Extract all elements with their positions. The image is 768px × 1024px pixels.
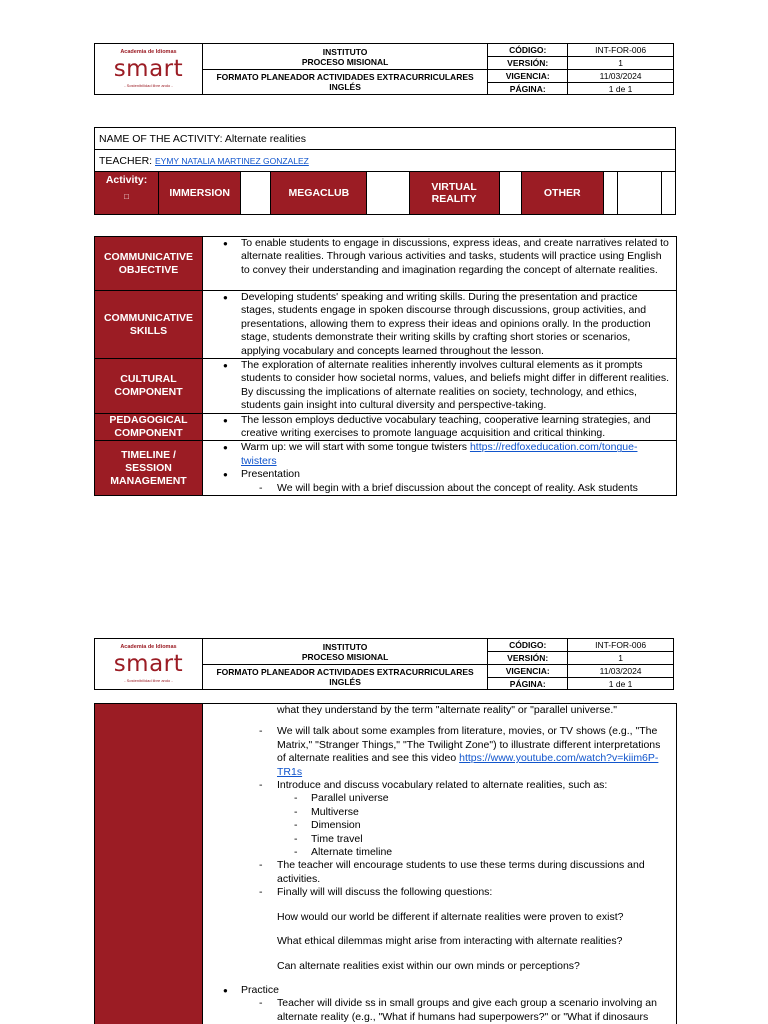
option-virtual-reality: VIRTUAL REALITY	[409, 172, 499, 215]
institute-cell: INSTITUTO PROCESO MISIONAL	[202, 639, 487, 665]
timeline-label: TIMELINE / SESSION MANAGEMENT	[95, 441, 203, 496]
smart-logo: Academia de Idiomas smart - Sostenibilidad libre ando -	[113, 644, 184, 683]
option-immersion: IMMERSION	[159, 172, 241, 215]
activity-label-cell: Activity: □	[95, 172, 159, 215]
pedagogical-component-cell: ● The lesson employs deductive vocabulary teaching, cooperative learning strategies, and creative writing exercises to promote language acquisition and critical thinking.	[203, 413, 677, 441]
teacher-row: TEACHER: EYMY NATALIA MARTINEZ GONZALEZ	[95, 150, 676, 172]
logo-cell	[95, 44, 203, 95]
checkbox-megaclub[interactable]	[367, 172, 409, 215]
option-megaclub: MEGACLUB	[271, 172, 367, 215]
checkbox-icon[interactable]: □	[124, 192, 129, 201]
checkbox-other[interactable]	[603, 172, 617, 215]
checkbox-virtual-reality[interactable]	[499, 172, 521, 215]
communicative-skills-label: COMMUNICATIVE SKILLS	[95, 291, 203, 359]
smart-logo: Academia de Idiomas smart - Sostenibilidad libre ando -	[113, 49, 184, 88]
lesson-plan-table-page-2	[94, 703, 677, 1024]
empty-cell	[661, 172, 675, 215]
empty-cell	[617, 172, 661, 215]
institute-cell: INSTITUTO PROCESO MISIONAL	[202, 44, 487, 70]
tongue-twisters-link[interactable]: https://redfoxeducation.com/tongue-twisters	[241, 441, 638, 467]
logo-cell	[95, 639, 203, 690]
activity-name: NAME OF THE ACTIVITY: Alternate realities	[95, 128, 676, 150]
lesson-plan-table	[94, 236, 677, 496]
option-other: OTHER	[521, 172, 603, 215]
form-title: FORMATO PLANEADOR ACTIVIDADES EXTRACURRICULARES INGLÉS	[202, 665, 487, 690]
document-header-page-2: Academia de Idiomas smart - Sostenibilidad libre ando - INSTITUTO PROCESO MISIONAL CÓDIGO: INT-FOR-006 VERSIÓN: 1 FORMATO PLANEADOR ACTIVIDADES EXTRACURRICULARES INGLÉS VIGENCIA: 11/03/2024 PÁGINA: 1 de 1	[94, 638, 674, 690]
video-link[interactable]: https://www.youtube.com/watch?v=kiim6P-TR1s	[277, 752, 659, 778]
pedagogical-component-label: PEDAGOGICAL COMPONENT	[95, 413, 203, 441]
timeline-cell: ● Warm up: we will start with some tongue twisters https://redfoxeducation.com/tongue-twisters ● Presentation - We will begin with a brief discussion about the concept of reality. Ask students	[203, 441, 677, 496]
timeline-continued-label	[95, 704, 203, 1024]
form-title: FORMATO PLANEADOR ACTIVIDADES EXTRACURRICULARES INGLÉS	[202, 70, 487, 95]
cultural-component-label: CULTURAL COMPONENT	[95, 359, 203, 414]
teacher-name-link[interactable]: EYMY NATALIA MARTINEZ GONZALEZ	[155, 155, 309, 166]
checkbox-immersion[interactable]	[241, 172, 271, 215]
communicative-skills-cell: ● Developing students' speaking and writing skills. During the presentation and practice stages, students engage in spoken discourse through discussions, group activities, and presentations, allowing them to express their ideas and opinions orally. In the production stage, students demonstrate their writing skills by crafting short stories or scenarios, applying vocabulary and concepts learned throughout the lesson.	[203, 291, 677, 359]
communicative-objective-label: COMMUNICATIVE OBJECTIVE	[95, 237, 203, 291]
document-header: Academia de Idiomas smart - Sostenibilidad libre ando - INSTITUTO PROCESO MISIONAL CÓDIGO: INT-FOR-006 VERSIÓN: 1 FORMATO PLANEADOR ACTIVIDADES EXTRACURRICULARES INGLÉS VIGENCIA: 11/03/2024 PÁGINA: 1 de 1	[94, 43, 674, 95]
communicative-objective-cell: ● To enable students to engage in discussions, express ideas, and create narratives related to alternate realities. Through various activities and tasks, students will practice using English to convey their understanding and imagination regarding the concept of alternate realities.	[203, 237, 677, 291]
timeline-continued-cell: what they understand by the term "alternate reality" or "parallel universe." - We will talk about some examples from literature, movies, or TV shows (e.g., "The Matrix," "Stranger Things," "The Twilight Zone") to illustrate different interpretations of alternate realities and see this video https://www.youtube.com/watch?v=kiim6P-TR1s - Introduce and discuss vocabulary related to alternate realities, such as: - Parallel universe - Multiverse - Dimension - Time travel - Alternate timeline - The teacher will encourage students to use these terms during discussions and activities. - Finally will will discuss the following questions: How would our world be different if alternate realities were proven to exist? What ethical dilemmas might arise from interacting with alternate realities? Can alternate realities exist within our own minds or perceptions? ● Practice - Teacher will divide ss in small groups and give each group a scenario involving an alternate reality (e.g., "What if humans had superpowers?" or "What if dinosaurs	[203, 704, 677, 1024]
cultural-component-cell: ● The exploration of alternate realities inherently involves cultural elements as it prompts students to consider how societal norms, values, and beliefs might differ in different realities. By discussing the implications of alternate realities on society, technology, and ethics, students gain insight into cultural diversity and perspective-taking.	[203, 359, 677, 414]
activity-table	[94, 127, 676, 215]
